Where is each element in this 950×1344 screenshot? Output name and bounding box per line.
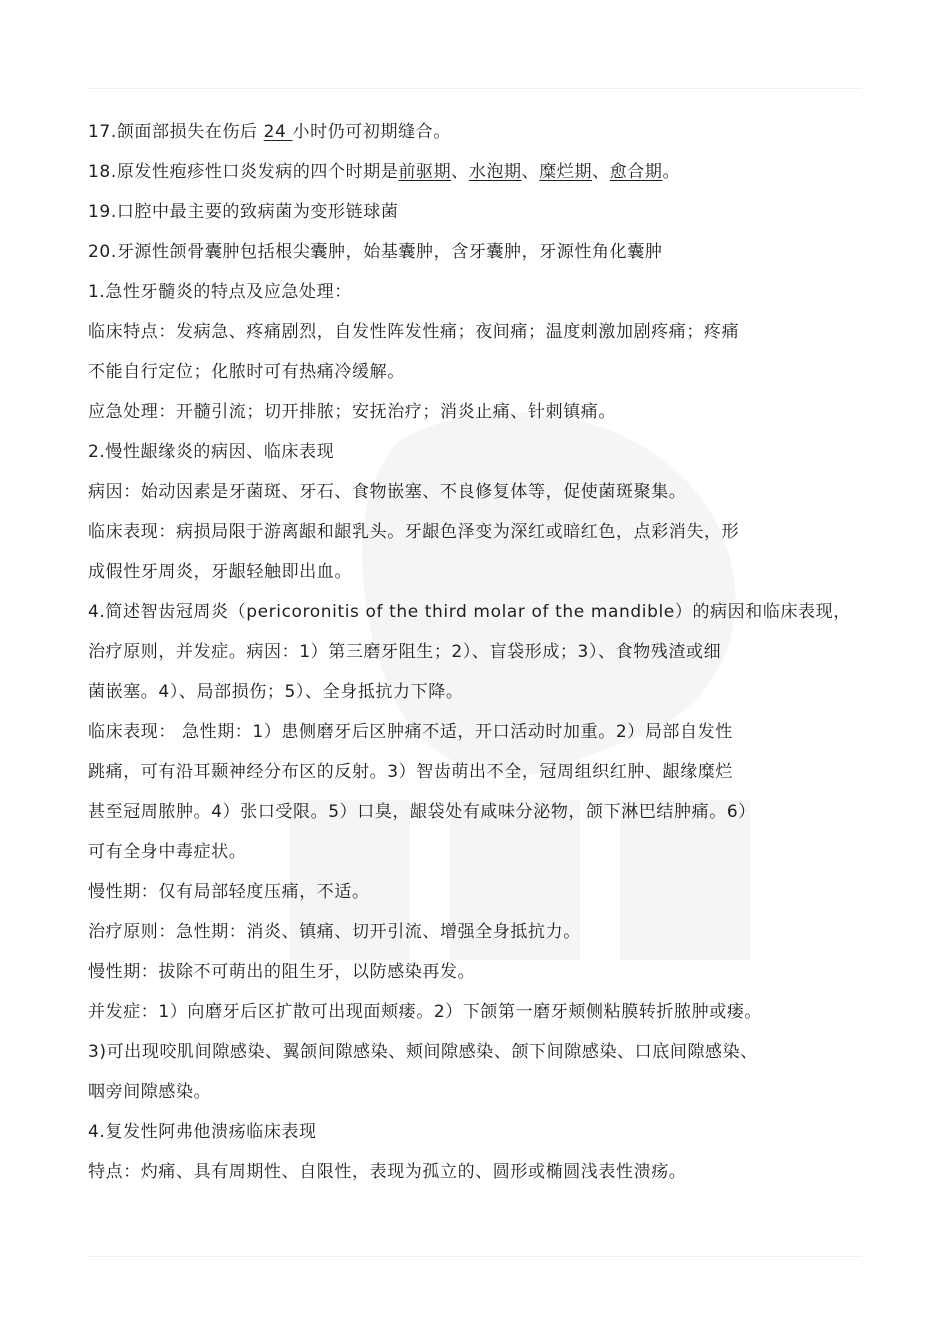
section-heading: 1.急性牙髓炎的特点及应急处理： — [88, 282, 352, 302]
paragraph-line: 咽旁间隙感染。 — [88, 1082, 212, 1102]
paragraph-line: 慢性期：仅有局部轻度压痛，不适。 — [88, 882, 370, 902]
document-body — [88, 112, 878, 1192]
underlined-answer: 糜烂期 — [539, 162, 593, 182]
paragraph-line: 并发症：1）向磨牙后区扩散可出现面颊瘘。2）下颌第一磨牙颊侧粘膜转折脓肿或瘘。 — [88, 1002, 763, 1022]
text-line-19: 19.口腔中最主要的致病菌为变形链球菌 — [88, 202, 399, 222]
underlined-answer: 24 — [263, 122, 293, 142]
paragraph-line: 临床表现： 急性期：1）患侧磨牙后区肿痛不适，开口活动时加重。2）局部自发性 — [88, 722, 733, 742]
paragraph-line: 不能自行定位；化脓时可有热痛冷缓解。 — [88, 362, 405, 382]
text-line-18: 18.原发性疱疹性口炎发病的四个时期是前驱期、水泡期、糜烂期、愈合期。 — [88, 162, 681, 182]
paragraph-line: 治疗原则，并发症。病因：1）第三磨牙阻生；2）、盲袋形成；3）、食物残渣或细 — [88, 642, 722, 662]
top-divider — [88, 88, 862, 89]
underlined-answer: 水泡期 — [468, 162, 522, 182]
paragraph-line: 成假性牙周炎，牙龈轻触即出血。 — [88, 562, 352, 582]
section-heading: 2.慢性龈缘炎的病因、临床表现 — [88, 442, 335, 462]
text-line-20: 20.牙源性颌骨囊肿包括根尖囊肿，始基囊肿，含牙囊肿，牙源性角化囊肿 — [88, 242, 663, 262]
paragraph-line: 可有全身中毒症状。 — [88, 842, 247, 862]
paragraph-line: 跳痛，可有沿耳颞神经分布区的反射。3）智齿萌出不全，冠周组织红肿、龈缘糜烂 — [88, 762, 734, 782]
underlined-answer: 愈合期 — [609, 162, 663, 182]
paragraph-line: 特点：灼痛、具有周期性、自限性，表现为孤立的、圆形或椭圆浅表性溃疡。 — [88, 1162, 687, 1182]
text-line-17: 17.颌面部损失在伤后 24 小时仍可初期缝合。 — [88, 122, 451, 142]
underlined-answer: 前驱期 — [398, 162, 452, 182]
paragraph-line: 临床表现：病损局限于游离龈和龈乳头。牙龈色泽变为深红或暗红色，点彩消失，形 — [88, 522, 740, 542]
section-heading: 4.复发性阿弗他溃疡临床表现 — [88, 1122, 317, 1142]
bottom-divider — [88, 1256, 862, 1257]
paragraph-line: 病因：始动因素是牙菌斑、牙石、食物嵌塞、不良修复体等，促使菌斑聚集。 — [88, 482, 687, 502]
paragraph-line: 菌嵌塞。4）、局部损伤；5）、全身抵抗力下降。 — [88, 682, 464, 702]
paragraph-line: 甚至冠周脓肿。4）张口受限。5）口臭，龈袋处有咸味分泌物，颌下淋巴结肿痛。6） — [88, 802, 756, 822]
paragraph-line: 应急处理：开髓引流；切开排脓；安抚治疗；消炎止痛、针刺镇痛。 — [88, 402, 616, 422]
paragraph-line: 3)可出现咬肌间隙感染、翼颌间隙感染、颊间隙感染、颌下间隙感染、口底间隙感染、 — [88, 1042, 758, 1062]
paragraph-line: 治疗原则：急性期：消炎、镇痛、切开引流、增强全身抵抗力。 — [88, 922, 581, 942]
paragraph-line: 慢性期：拔除不可萌出的阻生牙，以防感染再发。 — [88, 962, 476, 982]
section-heading: 4.简述智齿冠周炎（pericoronitis of the third molar of the mandible）的病因和临床表现， — [88, 602, 851, 622]
paragraph-line: 临床特点：发病急、疼痛剧烈，自发性阵发性痛；夜间痛；温度刺激加剧疼痛；疼痛 — [88, 322, 740, 342]
